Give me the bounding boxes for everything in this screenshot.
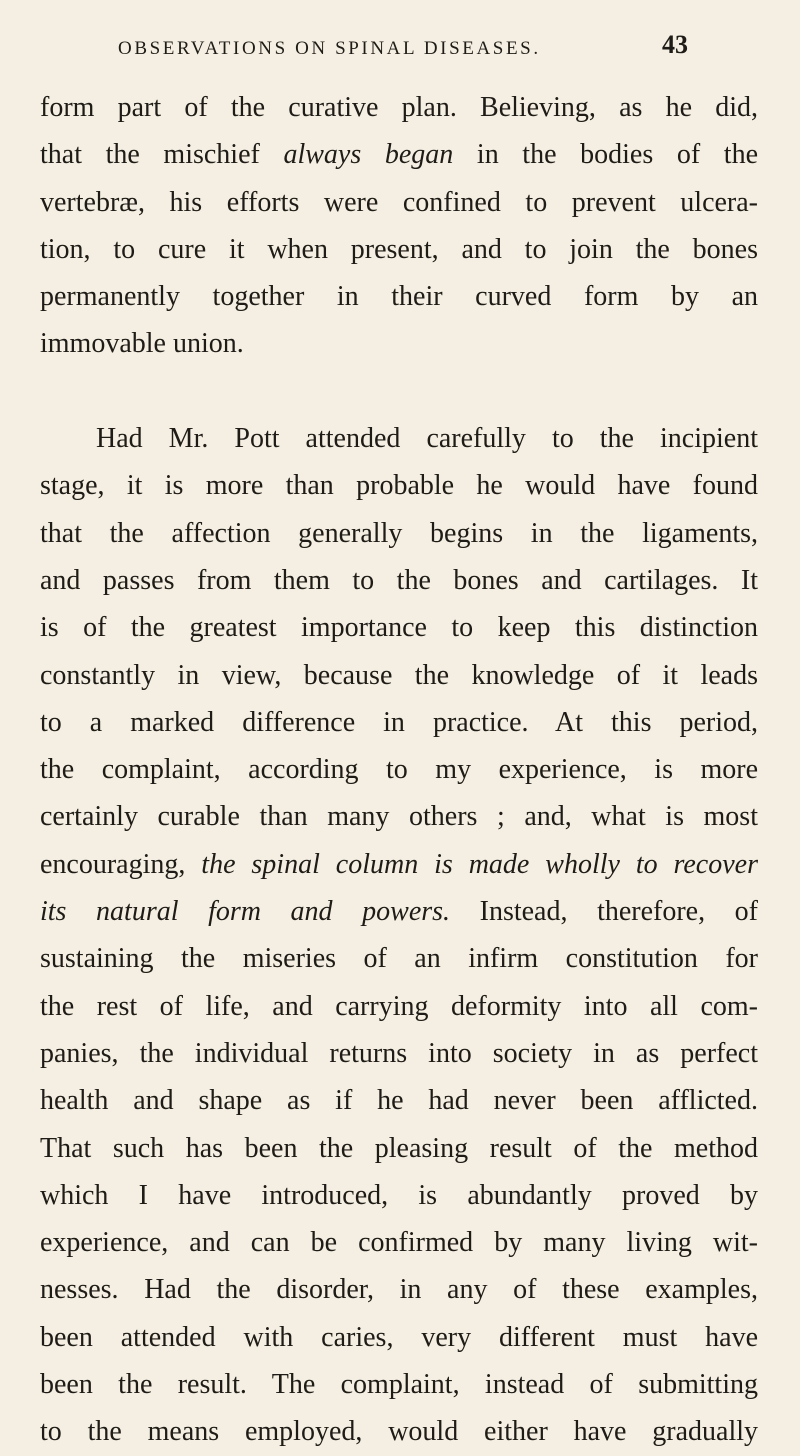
paragraph-curative-plan xyxy=(40,84,758,368)
text-line xyxy=(40,179,758,226)
text-line xyxy=(40,320,758,367)
text-segment: Had Mr. Pott attended carefully to the incipient xyxy=(96,423,758,455)
text-segment: nesses. Had the disorder, in any of these examples, xyxy=(40,1274,758,1306)
italic-text: the spinal column is made wholly to recover xyxy=(201,848,758,880)
text-line xyxy=(40,652,758,699)
text-segment: sustaining the miseries of an infirm constitution for xyxy=(40,943,758,975)
text-line xyxy=(40,1172,758,1219)
text-segment: that the mischief xyxy=(40,139,284,171)
text-line xyxy=(40,699,758,746)
running-head xyxy=(0,28,800,68)
text-line xyxy=(40,462,758,509)
text-line xyxy=(40,793,758,840)
text-line xyxy=(40,1125,758,1172)
text-line xyxy=(40,841,758,888)
text-segment: form part of the curative plan. Believing, as he did, xyxy=(40,92,758,123)
text-segment: the rest of life, and carrying deformity into all com- xyxy=(40,990,758,1022)
text-segment: and passes from them to the bones and cartilages. It xyxy=(40,564,758,596)
page-number: 43 xyxy=(662,30,688,59)
text-segment: immovable union. xyxy=(40,328,244,360)
text-line xyxy=(40,415,758,462)
text-segment: panies, the individual returns into society in as perfect xyxy=(40,1037,758,1069)
text-segment: vertebræ, his efforts were confined to prevent ulcera- xyxy=(40,186,758,218)
text-line xyxy=(40,226,758,273)
text-segment: That such has been the pleasing result of the method xyxy=(40,1132,758,1164)
text-line xyxy=(40,510,758,557)
text-line xyxy=(40,1314,758,1361)
paragraph-mr-pott xyxy=(40,415,758,1456)
text-segment: in the bodies of the xyxy=(453,139,758,171)
text-line xyxy=(40,1030,758,1077)
text-line xyxy=(40,1408,758,1455)
text-line xyxy=(40,557,758,604)
text-segment: to a marked difference in practice. At this period, xyxy=(40,706,758,738)
italic-text: always began xyxy=(283,139,454,171)
text-line xyxy=(40,1361,758,1408)
text-segment: certainly curable than many others ; and, what is most xyxy=(40,801,758,833)
text-line xyxy=(40,983,758,1030)
text-segment: the complaint, according to my experience, is more xyxy=(40,754,758,786)
italic-text: its natural form and powers. xyxy=(40,896,451,928)
text-line xyxy=(40,131,758,178)
text-segment: that the affection generally begins in the ligaments, xyxy=(40,517,758,549)
text-segment: been attended with caries, very different must have xyxy=(40,1321,758,1353)
text-line xyxy=(40,1077,758,1124)
text-segment: encouraging, xyxy=(40,848,202,880)
text-segment: experience, and can be confirmed by many living wit- xyxy=(40,1227,758,1259)
text-segment: permanently together in their curved form by an xyxy=(40,281,758,313)
text-segment: tion, to cure it when present, and to join the bones xyxy=(40,233,758,265)
text-line xyxy=(40,84,758,131)
text-line xyxy=(40,1219,758,1266)
text-line xyxy=(40,935,758,982)
text-line xyxy=(40,273,758,320)
paragraph-gap xyxy=(40,368,758,415)
text-segment: is of the greatest importance to keep this distinction xyxy=(40,612,758,644)
text-segment: health and shape as if he had never been afflicted. xyxy=(40,1085,758,1117)
text-segment: to the means employed, would either have gradually xyxy=(40,1416,758,1448)
text-line xyxy=(40,604,758,651)
text-line xyxy=(40,746,758,793)
text-segment: stage, it is more than probable he would have found xyxy=(40,470,758,502)
text-segment: constantly in view, because the knowledge of it leads xyxy=(40,659,758,691)
text-segment: been the result. The complaint, instead of submitting xyxy=(40,1369,758,1401)
running-head-title: OBSERVATIONS ON SPINAL DISEASES. xyxy=(118,38,541,59)
body-text xyxy=(40,84,758,1456)
text-segment: Instead, therefore, of xyxy=(450,896,758,928)
text-line xyxy=(40,1266,758,1313)
text-line xyxy=(40,888,758,935)
text-segment: which I have introduced, is abundantly proved by xyxy=(40,1179,758,1211)
